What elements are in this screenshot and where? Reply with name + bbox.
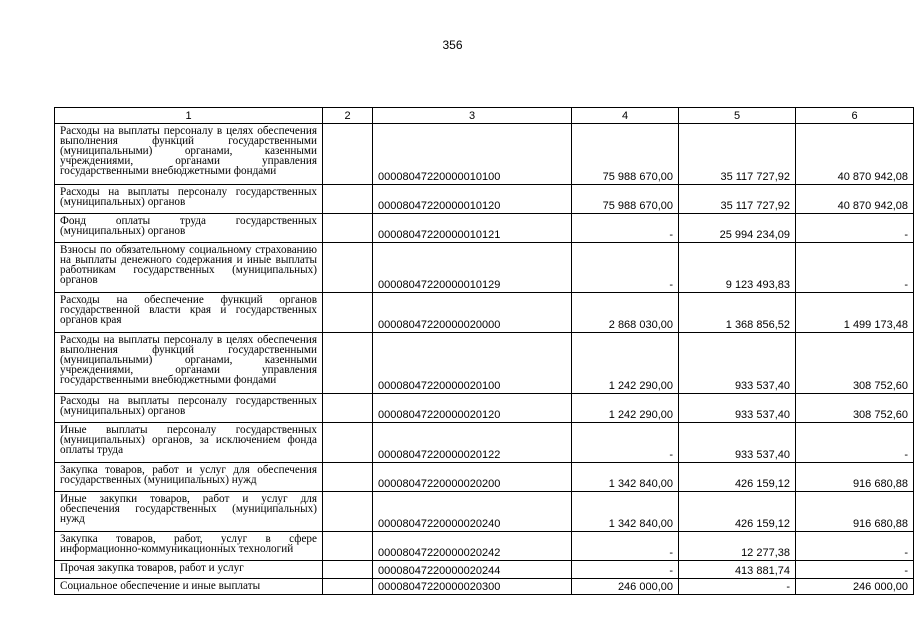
budget-code-cell: 00008047220000010129 (373, 243, 572, 293)
budget-code-cell: 00008047220000020000 (373, 293, 572, 333)
expense-name-cell: Расходы на выплаты персоналу государственных (муниципальных) органов (55, 185, 323, 214)
amount-col4-cell: - (572, 243, 679, 293)
column-2-cell (323, 214, 373, 243)
amount-col5-cell: 12 277,38 (679, 532, 796, 561)
column-header: 6 (796, 108, 914, 124)
column-2-cell (323, 124, 373, 185)
budget-code-cell: 00008047220000010100 (373, 124, 572, 185)
budget-code-cell: 00008047220000020122 (373, 423, 572, 463)
budget-code-cell: 00008047220000020242 (373, 532, 572, 561)
amount-col6-cell: 308 752,60 (796, 333, 914, 394)
budget-code-cell: 00008047220000020120 (373, 394, 572, 423)
amount-col5-cell: 426 159,12 (679, 492, 796, 532)
amount-col4-cell: 1 242 290,00 (572, 333, 679, 394)
table-row (55, 333, 914, 394)
page-number: 356 (442, 38, 463, 52)
column-2-cell (323, 463, 373, 492)
expense-name-cell: Расходы на выплаты персоналу в целях обеспечения выполнения функций государственными (муниципальными) органами, казенными учреждениями, органами управления государственными внебюджетными фондами (55, 333, 323, 394)
amount-col4-cell: - (572, 561, 679, 579)
table-row (55, 124, 914, 185)
amount-col6-cell: 916 680,88 (796, 492, 914, 532)
amount-col4-cell: 75 988 670,00 (572, 185, 679, 214)
expense-name-cell: Иные закупки товаров, работ и услуг для обеспечения государственных (муниципальных) нужд (55, 492, 323, 532)
expense-name-cell: Фонд оплаты труда государственных (муниципальных) органов (55, 214, 323, 243)
amount-col6-cell: 308 752,60 (796, 394, 914, 423)
table-row (55, 579, 914, 595)
budget-table (54, 107, 914, 595)
budget-code-cell: 00008047220000020244 (373, 561, 572, 579)
budget-code-cell: 00008047220000010120 (373, 185, 572, 214)
amount-col4-cell: 246 000,00 (572, 579, 679, 595)
amount-col6-cell: - (796, 243, 914, 293)
amount-col4-cell: 2 868 030,00 (572, 293, 679, 333)
table-row (55, 185, 914, 214)
expense-name-cell: Закупка товаров, работ, услуг в сфере информационно-коммуникационных технологий (55, 532, 323, 561)
column-2-cell (323, 293, 373, 333)
expense-name-cell: Взносы по обязательному социальному страхованию на выплаты денежного содержания и иные выплаты работникам государственных (муниципальных) органов (55, 243, 323, 293)
table-row (55, 423, 914, 463)
amount-col4-cell: - (572, 214, 679, 243)
amount-col4-cell: 1 342 840,00 (572, 492, 679, 532)
amount-col5-cell: 9 123 493,83 (679, 243, 796, 293)
column-header: 2 (323, 108, 373, 124)
expense-name-cell: Иные выплаты персоналу государственных (муниципальных) органов, за исключением фонда оплаты труда (55, 423, 323, 463)
amount-col5-cell: 933 537,40 (679, 333, 796, 394)
expense-name-cell: Прочая закупка товаров, работ и услуг (55, 561, 323, 579)
table-header-row (55, 108, 914, 124)
amount-col4-cell: - (572, 532, 679, 561)
amount-col5-cell: 35 117 727,92 (679, 185, 796, 214)
amount-col6-cell: 40 870 942,08 (796, 185, 914, 214)
amount-col4-cell: 1 242 290,00 (572, 394, 679, 423)
table-row (55, 492, 914, 532)
amount-col6-cell: - (796, 561, 914, 579)
budget-code-cell: 00008047220000020240 (373, 492, 572, 532)
amount-col4-cell: 75 988 670,00 (572, 124, 679, 185)
expense-name-cell: Социальное обеспечение и иные выплаты (55, 579, 323, 595)
amount-col5-cell: 25 994 234,09 (679, 214, 796, 243)
expense-name-cell: Расходы на обеспечение функций органов государственной власти края и государственных органов края (55, 293, 323, 333)
table-row (55, 394, 914, 423)
column-2-cell (323, 532, 373, 561)
column-2-cell (323, 423, 373, 463)
budget-code-cell: 00008047220000020300 (373, 579, 572, 595)
column-2-cell (323, 333, 373, 394)
amount-col6-cell: - (796, 214, 914, 243)
table-row (55, 532, 914, 561)
amount-col5-cell: 426 159,12 (679, 463, 796, 492)
column-2-cell (323, 492, 373, 532)
column-2-cell (323, 561, 373, 579)
amount-col5-cell: 1 368 856,52 (679, 293, 796, 333)
amount-col5-cell: - (679, 579, 796, 595)
table-row (55, 214, 914, 243)
amount-col6-cell: 916 680,88 (796, 463, 914, 492)
table-row (55, 243, 914, 293)
amount-col6-cell: - (796, 423, 914, 463)
column-header: 4 (572, 108, 679, 124)
column-header: 5 (679, 108, 796, 124)
expense-name-cell: Расходы на выплаты персоналу в целях обеспечения выполнения функций государственными (муниципальными) органами, казенными учреждениями, органами управления государственными внебюджетными фондами (55, 124, 323, 185)
amount-col4-cell: - (572, 423, 679, 463)
table-row (55, 463, 914, 492)
column-2-cell (323, 579, 373, 595)
budget-code-cell: 00008047220000020100 (373, 333, 572, 394)
amount-col5-cell: 933 537,40 (679, 423, 796, 463)
amount-col5-cell: 35 117 727,92 (679, 124, 796, 185)
column-2-cell (323, 394, 373, 423)
column-2-cell (323, 243, 373, 293)
amount-col5-cell: 413 881,74 (679, 561, 796, 579)
amount-col6-cell: - (796, 532, 914, 561)
table-row (55, 293, 914, 333)
amount-col6-cell: 246 000,00 (796, 579, 914, 595)
budget-code-cell: 00008047220000020200 (373, 463, 572, 492)
amount-col6-cell: 40 870 942,08 (796, 124, 914, 185)
column-header: 1 (55, 108, 323, 124)
table-row (55, 561, 914, 579)
expense-name-cell: Расходы на выплаты персоналу государственных (муниципальных) органов (55, 394, 323, 423)
amount-col4-cell: 1 342 840,00 (572, 463, 679, 492)
amount-col5-cell: 933 537,40 (679, 394, 796, 423)
expense-name-cell: Закупка товаров, работ и услуг для обеспечения государственных (муниципальных) нужд (55, 463, 323, 492)
column-2-cell (323, 185, 373, 214)
column-header: 3 (373, 108, 572, 124)
amount-col6-cell: 1 499 173,48 (796, 293, 914, 333)
budget-code-cell: 00008047220000010121 (373, 214, 572, 243)
